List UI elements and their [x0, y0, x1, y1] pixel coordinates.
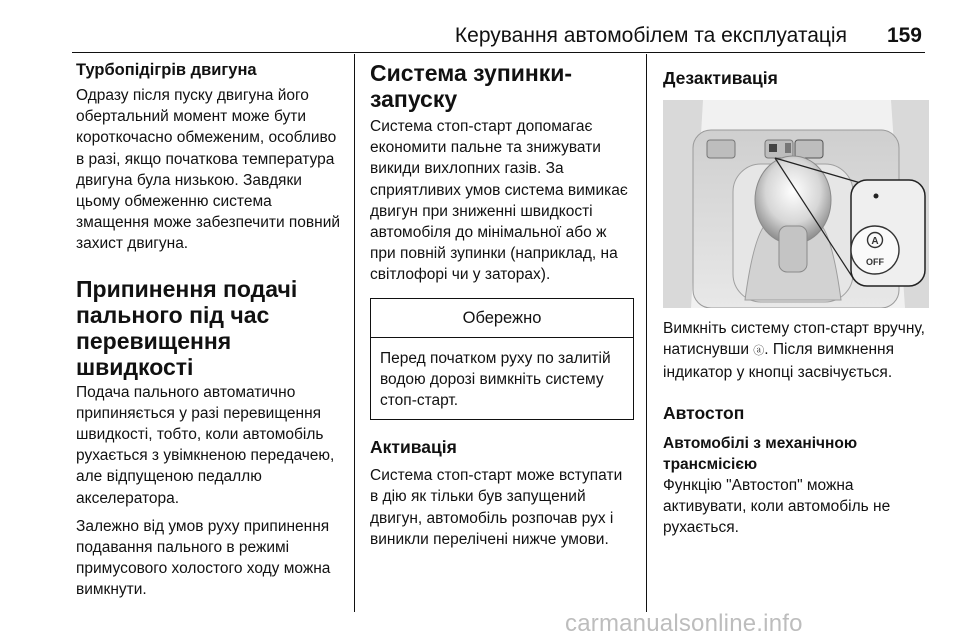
deactivation-text-after: . Після вимкнення індикатор у кнопці засвічується.	[663, 341, 895, 382]
heading-fuel-cutoff: Припинення подачі пального під час перевищення швидкості	[76, 275, 298, 380]
caution-title: Обережно	[371, 299, 633, 338]
paragraph-deactivation	[663, 318, 928, 384]
photo-off-label: OFF	[866, 257, 884, 267]
paragraph-fuel-cutoff-2: Залежно від умов руху припинення подавання пального в режимі примусового холостого ходу можна вимкнути.	[76, 517, 331, 599]
paragraph-stop-start-system: Система стоп-старт допомагає економити пальне та знижувати викиди вихлопних газів. За сприятливих умов система вимикає двигун при зниженні швидкості автомобіля до мінімальної або ж при повній зупинки (наприклад, на світлофорі чи у заторах).	[370, 118, 628, 284]
column-1	[76, 60, 344, 601]
page-header	[455, 24, 922, 48]
watermark: carmanualsonline.info	[565, 610, 803, 637]
heading-autostop: Автостоп	[663, 402, 745, 423]
heading-manual-transmission: Автомобілі з механічною трансмісією	[663, 434, 858, 473]
stop-start-button-photo	[663, 100, 929, 308]
header-title: Керування автомобілем та експлуатація	[454, 24, 847, 47]
column-3	[663, 60, 928, 538]
heading-stop-start-system: Система зупинки-запуску	[370, 60, 573, 112]
caution-text: Перед початком руху по залитій водою дорозі вимкніть систему стоп-старт.	[380, 349, 611, 410]
deactivation-text-before: Вимкніть систему стоп-старт вручну, натиснувши	[663, 320, 925, 359]
page-number: 159	[886, 24, 922, 47]
paragraph-turbo: Одразу після пуску двигуна його обертальний момент може бути короткочасно обмеженим, особливо в разі, якщо початкова температура двигуна була низькою. Завдяки цьому обмеженню система змащення може забезпечити повний захист двигуна.	[76, 87, 341, 253]
paragraph-activation: Система стоп-старт може вступати в дію як тільки був запущений двигун, автомобіль розпочав рух і виникли перелічені нижче умови.	[370, 467, 623, 548]
column-2	[370, 60, 634, 550]
column-divider-right	[646, 54, 647, 612]
paragraph-fuel-cutoff-1: Подача пального автоматично припиняється у разі перевищення швидкості, тобто, коли автомобіль рухається з увімкненою передачею, але відпущеною педаллю акселератора.	[76, 383, 335, 507]
heading-turbo: Турбопідігрів двигуна	[76, 61, 257, 79]
heading-activation: Активація	[370, 437, 457, 458]
stop-start-button-icon: ⓐ	[753, 345, 765, 358]
header-rule	[72, 52, 925, 53]
svg-text:A: A	[871, 236, 879, 247]
paragraph-manual-transmission: Функцію "Автостоп" можна активувати, коли автомобіль не рухається.	[663, 476, 891, 537]
caution-notice	[370, 298, 634, 421]
heading-deactivation: Дезактивація	[663, 68, 778, 88]
column-divider-left	[354, 54, 355, 612]
